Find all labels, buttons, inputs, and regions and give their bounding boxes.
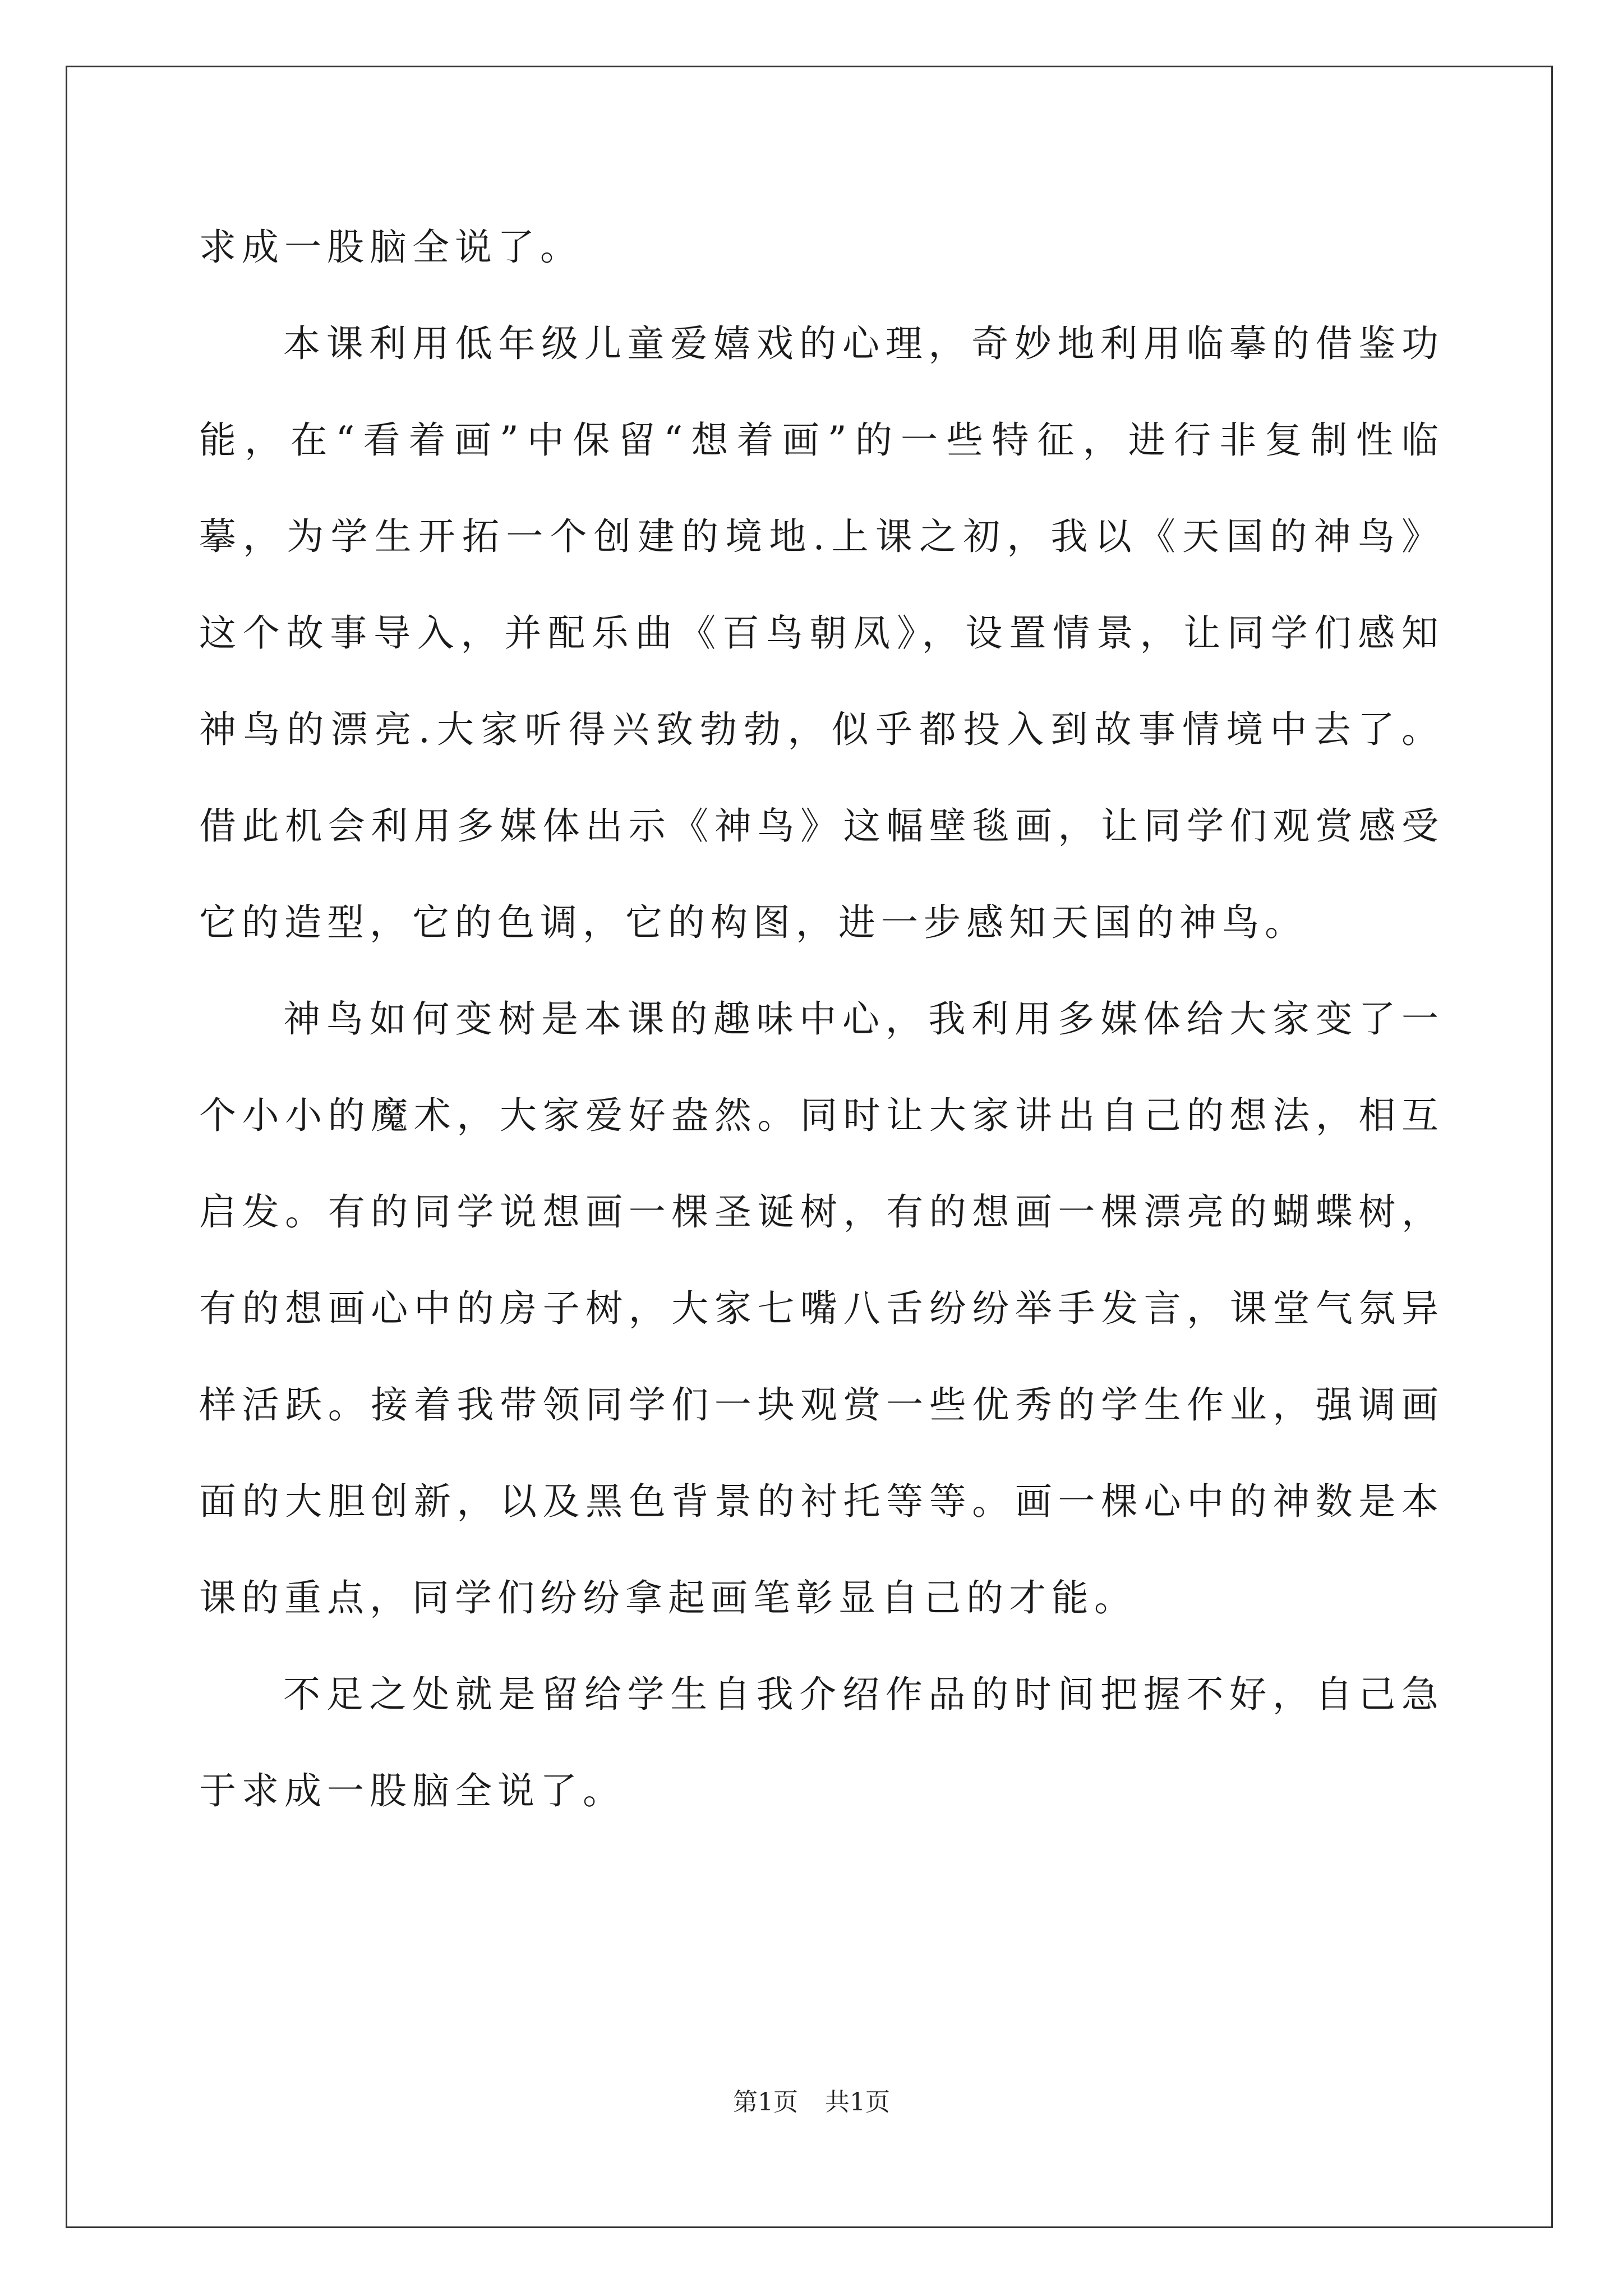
paragraph-2: 本课利用低年级儿童爱嬉戏的心理，奇妙地利用临摹的借鉴功能，在“看着画”中保留“想着画”的一些特征，进行非复制性临摹，为学生开拓一个创建的境地.上课之初，我以《天国的神鸟》这个故事导入，并配乐曲《百鸟朝凤》，设置情景，让同学们感知神鸟的漂亮.大家听得兴致勃勃，似乎都投入到故事情境中去了。借此机会利用多媒体出示《神鸟》这幅壁毯画，让同学们观赏感受它的造型，它的色调，它的构图，进一步感知天国的神鸟。: [199, 322, 1444, 944]
paragraph-1: 求成一股脑全说了。: [199, 226, 583, 269]
page-total: 共1页: [825, 2088, 890, 2116]
document-body: [199, 199, 1444, 1839]
paragraph-4: 不足之处就是留给学生自我介绍作品的时间把握不好，自己急于求成一股脑全说了。: [199, 1673, 1444, 1812]
page-footer: [0, 2086, 1623, 2119]
paragraph-3: 神鸟如何变树是本课的趣味中心，我利用多媒体给大家变了一个小小的魔术，大家爱好盎然。同时让大家讲出自己的想法，相互启发。有的同学说想画一棵圣诞树，有的想画一棵漂亮的蝴蝶树，有的想画心中的房子树，大家七嘴八舌纷纷举手发言，课堂气氛异样活跃。接着我带领同学们一块观赏一些优秀的学生作业，强调画面的大胆创新，以及黑色背景的衬托等等。画一棵心中的神数是本课的重点，同学们纷纷拿起画笔彰显自己的才能。: [199, 997, 1444, 1619]
page-number: 第1页: [733, 2088, 798, 2116]
